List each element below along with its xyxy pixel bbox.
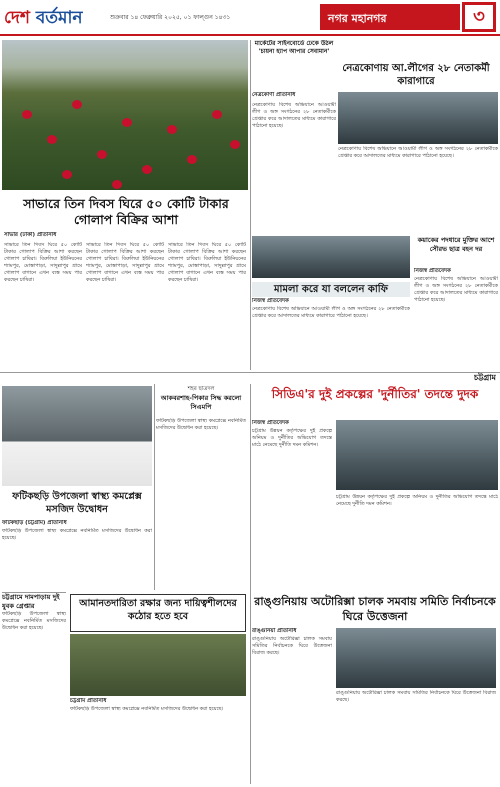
cda-body-col1: চট্টগ্রাম উন্নয়ন কর্তৃপক্ষের দুই প্রকল্পে অনিয়ম ও দুর্নীতির অভিযোগ তদন্তে মাঠে নেমেছে দুর্নীতি দমন কমিশন।: [252, 428, 332, 448]
rangunia-photo: [336, 628, 496, 688]
amanat-headline-box: [70, 594, 246, 632]
sidebar-byline: নিজস্ব প্রতিবেদক: [414, 268, 451, 274]
amanat-article: [70, 698, 246, 784]
column-rule: [154, 384, 155, 590]
newspaper-logo: দেশ বর্তমান: [4, 8, 83, 28]
kafi-photo: [252, 236, 410, 278]
small-box-headline[interactable]: চট্টগ্রামে দামপাড়ায় দুই যুবক গ্রেপ্তার: [2, 593, 60, 610]
sidebar-article: [414, 268, 498, 368]
sidebar-body: নেত্রকোণায় বিশেষ অভিযানে আওয়ামী লীগ ও অঙ্গ সংগঠনের ২৮ নেতাকর্মীকে গ্রেপ্তার করে আদালতের মাধ্যমে কারাগারে পাঠানো হয়েছে।: [414, 276, 498, 303]
fatikchhari-headline[interactable]: ফটিকছড়ি উপজেলা স্বাস্থ্য কমপ্লেক্স মসজিদ উদ্বোধন: [12, 491, 142, 515]
lead-body-col1: সাভারে তিন দিবস ঘিরে ৫০ কোটি টাকার গোলাপ বিক্রির আশা করছেন গোলাপ চাষিরা। বিরুলিয়া ইউনিয়নের শ্যামপুর, মোস্তাপাড়া, সাদুল্লাপুর গ্রামে গোলাপ বাগানে এখন ব্যস্ত সময় পার করছেন চাষিরা।: [4, 242, 82, 283]
column-rule: [250, 40, 251, 370]
kafi-byline: নিজস্ব প্রতিবেদক: [252, 298, 289, 304]
amanat-headline[interactable]: আমানতদারিতা রক্ষার জন্য দায়িত্বশীলদের কঠোর হতে হবে: [79, 598, 237, 622]
fatikchhari-photo: [2, 386, 152, 486]
lawyer-headline[interactable]: আকবরশাহ-পিকার সিদ্ধ করলো সিএমপি: [160, 394, 242, 411]
dateline: শুক্রবার ১৪ ফেব্রুয়ারি ২০২৫, ০১ ফাল্গুন ১৪৩১: [110, 14, 231, 21]
lawyer-box: [156, 386, 246, 416]
amanat-byline: চট্টগ্রাম প্রতিনিধি: [70, 698, 107, 704]
cda-photo: [336, 420, 498, 490]
cda-article: [252, 420, 332, 590]
cda-byline: নিজস্ব প্রতিবেদক: [252, 420, 289, 426]
small-news-box: [2, 592, 66, 692]
rangunia-body-col2: রাঙ্গুনিয়ায় অটোরিক্সা চালক সমবায় সমিতির নির্বাচনকে ঘিরে উত্তেজনা বিরাজ করছে।: [336, 690, 496, 703]
page-number: ৩: [462, 2, 496, 32]
lead-body-col3: সাভারে তিন দিবস ঘিরে ৫০ কোটি টাকার গোলাপ বিক্রির আশা করছেন গোলাপ চাষিরা। বিরুলিয়া ইউনিয়নের শ্যামপুর, মোস্তাপাড়া, সাদুল্লাপুর গ্রামে গোলাপ বাগানে এখন ব্যস্ত সময় পার করছেন চাষিরা।: [168, 242, 246, 283]
cda-body-col2: চট্টগ্রাম উন্নয়ন কর্তৃপক্ষের দুই প্রকল্পে অনিয়ম ও দুর্নীতির অভিযোগ তদন্তে মাঠে নেমেছে দুর্নীতি দমন কমিশন।: [336, 494, 498, 507]
kafi-headline[interactable]: মামলা করে যা বললেন কাফি: [252, 282, 410, 297]
masthead: [0, 0, 500, 36]
section-title: নগর মহানগর: [320, 4, 460, 30]
kafi-body: নেত্রকোণায় বিশেষ অভিযানে আওয়ামী লীগ ও অঙ্গ সংগঠনের ২৮ নেতাকর্মীকে গ্রেপ্তার করে আদালতের মাধ্যমে কারাগারে পাঠানো হয়েছে।: [252, 306, 410, 319]
amanat-photo: [70, 634, 246, 696]
netrokona-headline[interactable]: নেত্রকোণায় আ.লীগের ২৮ নেতাকর্মী কারাগারে: [342, 63, 490, 87]
column-rule: [250, 384, 251, 784]
lawyer-body: ফটিকছড়ি উপজেলা স্বাস্থ্য কমপ্লেক্সে নবনির্মিত মসজিদের উদ্বোধন করা হয়েছে।: [156, 418, 246, 431]
section-divider: [0, 372, 500, 382]
rose-garden-photo: [2, 40, 248, 190]
rangunia-headline[interactable]: রাঙ্গুনিয়ায় অটোরিক্সা চালক সমবায় সমিতি নির্বাচনকে ঘিরে উত্তেজনা: [254, 595, 496, 623]
lawyer-kicker: শহর ছাত্রদল: [187, 386, 215, 392]
sidebar-headline[interactable]: কয়াকের পদধারে মুক্তির আশে সৌরভ ছাত্র বহন দর: [417, 236, 495, 253]
lead-byline: সাভার (ঢাকা) প্রতিনিধি: [4, 232, 57, 238]
fatikchhari-body: ফটিকছড়ি উপজেলা স্বাস্থ্য কমপ্লেক্সে নবনির্মিত মসজিদের উদ্বোধন করা হয়েছে।: [2, 528, 152, 541]
small-box-body: ফটিকছড়ি উপজেলা স্বাস্থ্য কমপ্লেক্সে নবনির্মিত মসজিদের উদ্বোধন করা হয়েছে।: [2, 611, 66, 631]
rangunia-byline: রাঙ্গুনিয়া প্রতিনিধি: [252, 628, 297, 634]
lead-body-col2: সাভারে তিন দিবস ঘিরে ৫০ কোটি টাকার গোলাপ বিক্রির আশা করছেন গোলাপ চাষিরা। বিরুলিয়া ইউনিয়নের শ্যামপুর, মোস্তাপাড়া, সাদুল্লাপুর গ্রামে গোলাপ বাগানে এখন ব্যস্ত সময় পার করছেন চাষিরা।: [86, 242, 164, 283]
rangunia-body-col1: রাঙ্গুনিয়ায় অটোরিক্সা চালক সমবায় সমিতির নির্বাচনকে ঘিরে উত্তেজনা বিরাজ করছে।: [252, 636, 332, 656]
netrokona-body-right: নেত্রকোণায় বিশেষ অভিযানে আওয়ামী লীগ ও অঙ্গ সংগঠনের ২৮ নেতাকর্মীকে গ্রেপ্তার করে আদালতের মাধ্যমে কারাগারে পাঠানো হয়েছে।: [338, 146, 498, 159]
netrokona-photo: [338, 92, 498, 144]
netrokona-body-left: নেত্রকোণায় বিশেষ অভিযানে আওয়ামী লীগ ও অঙ্গ সংগঠনের ২৮ নেতাকর্মীকে গ্রেপ্তার করে আদালতের মাধ্যমে কারাগারে পাঠানো হয়েছে।: [252, 102, 336, 129]
netrokona-article-left: [252, 92, 336, 232]
lead-article: [4, 232, 248, 367]
cda-headline[interactable]: সিডিএ'র দুই প্রকল্পের 'দুর্নীতির' তদন্তে দুদক: [271, 387, 479, 401]
section-label-chattogram: চট্টগ্রাম: [473, 373, 496, 382]
fatikchhari-byline: ফটিকছড়ি (চট্টগ্রাম) প্রতিনিধি: [2, 520, 67, 526]
lead-headline[interactable]: সাভারে তিন দিবস ঘিরে ৫০ কোটি টাকার গোলাপ বিক্রির আশা: [23, 196, 229, 227]
amanat-body: ফটিকছড়ি উপজেলা স্বাস্থ্য কমপ্লেক্সে নবনির্মিত মসজিদের উদ্বোধন করা হয়েছে।: [70, 706, 224, 712]
netrokona-byline: নেত্রকোণা প্রতিনিধি: [252, 92, 296, 98]
kafi-article: [252, 298, 410, 368]
fatikchhari-article: [2, 520, 152, 590]
rangunia-article: [252, 628, 332, 784]
teaser-headline[interactable]: মার্কেটের সাইনবোর্ডে ঢেকে উঠল 'চায়না হ্যাপ আপার সেবামান': [254, 40, 334, 55]
